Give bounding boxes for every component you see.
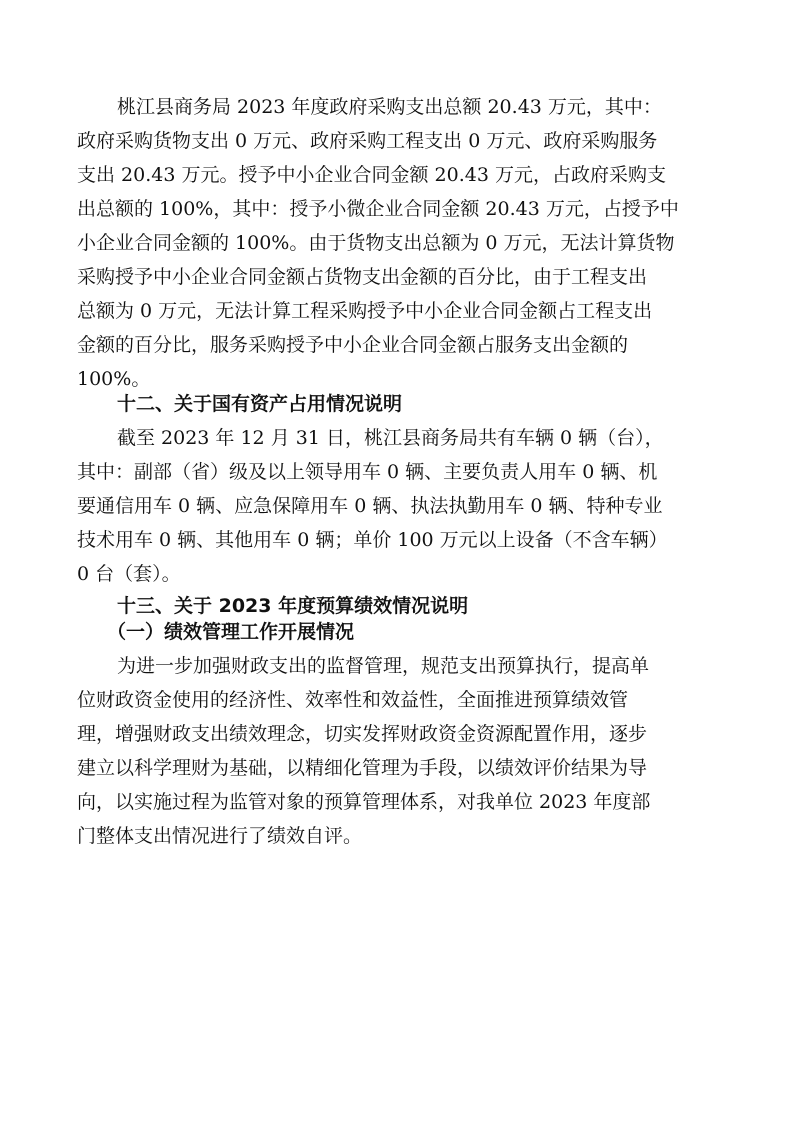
paragraph-line [0, 786, 793, 818]
paragraph-line [0, 684, 793, 716]
section-13-heading: 十三、关于 2023 年度预算绩效情况说明 [117, 595, 469, 617]
paragraph-line [0, 295, 793, 327]
paragraph-text: 100%。 [77, 368, 151, 390]
paragraph-text: 其中：副部（省）级及以上领导用车 0 辆、主要负责人用车 0 辆、机 [77, 461, 658, 483]
section-13-subheading: （一）绩效管理工作开展情况 [107, 621, 355, 643]
paragraph-text: 为进一步加强财政支出的监督管理，规范支出预算执行，提高单 [117, 655, 650, 677]
paragraph-line [0, 752, 793, 784]
paragraph-text: 政府采购货物支出 0 万元、政府采购工程支出 0 万元、政府采购服务 [77, 130, 658, 152]
paragraph-line [0, 718, 793, 750]
paragraph-text: 理，增强财政支出绩效理念，切实发挥财政资金资源配置作用，逐步 [77, 723, 648, 745]
paragraph-text: 支出 20.43 万元。授予中小企业合同金额 20.43 万元，占政府采购支 [77, 164, 666, 186]
paragraph-line [0, 820, 793, 852]
paragraph-text: 建立以科学理财为基础，以精细化管理为手段，以绩效评价结果为导 [77, 757, 648, 779]
paragraph-text: 门整体支出情况进行了绩效自评。 [77, 825, 363, 847]
paragraph-line [0, 261, 793, 293]
paragraph-line [0, 422, 793, 454]
paragraph-text: 0 台（套）。 [77, 563, 181, 585]
paragraph-line [0, 227, 793, 259]
paragraph-line [0, 329, 793, 361]
paragraph-line [0, 650, 793, 682]
paragraph-line [0, 159, 793, 191]
subsection-heading [0, 616, 793, 648]
paragraph-text: 采购授予中小企业合同金额占货物支出金额的百分比，由于工程支出 [77, 266, 648, 288]
paragraph-text: 技术用车 0 辆、其他用车 0 辆；单价 100 万元以上设备（不含车辆） [77, 529, 668, 551]
paragraph-text: 要通信用车 0 辆、应急保障用车 0 辆、执法执勤用车 0 辆、特种专业 [77, 495, 663, 517]
paragraph-text: 位财政资金使用的经济性、效率性和效益性，全面推进预算绩效管 [77, 689, 629, 711]
paragraph-line [0, 558, 793, 590]
paragraph-text: 总额为 0 万元，无法计算工程采购授予中小企业合同金额占工程支出 [77, 300, 653, 322]
paragraph-text: 出总额的 100%，其中：授予小微企业合同金额 20.43 万元，占授予中 [77, 198, 679, 220]
paragraph-line [0, 125, 793, 157]
paragraph-text: 截至 2023 年 12 月 31 日，桃江县商务局共有车辆 0 辆（台）， [117, 427, 664, 449]
paragraph-text: 桃江县商务局 2023 年度政府采购支出总额 20.43 万元，其中： [117, 96, 662, 118]
paragraph-text: 向，以实施过程为监管对象的预算管理体系，对我单位 2023 年度部 [77, 791, 651, 813]
section-heading [0, 388, 793, 420]
paragraph-line [0, 524, 793, 556]
paragraph-line [0, 193, 793, 225]
paragraph-text: 小企业合同金额的 100%。由于货物支出总额为 0 万元，无法计算货物 [77, 232, 675, 254]
paragraph-line [0, 91, 793, 123]
paragraph-line [0, 490, 793, 522]
paragraph-line [0, 456, 793, 488]
paragraph-text: 金额的百分比，服务采购授予中小企业合同金额占服务支出金额的 [77, 334, 629, 356]
section-12-heading: 十二、关于国有资产占用情况说明 [117, 393, 403, 415]
